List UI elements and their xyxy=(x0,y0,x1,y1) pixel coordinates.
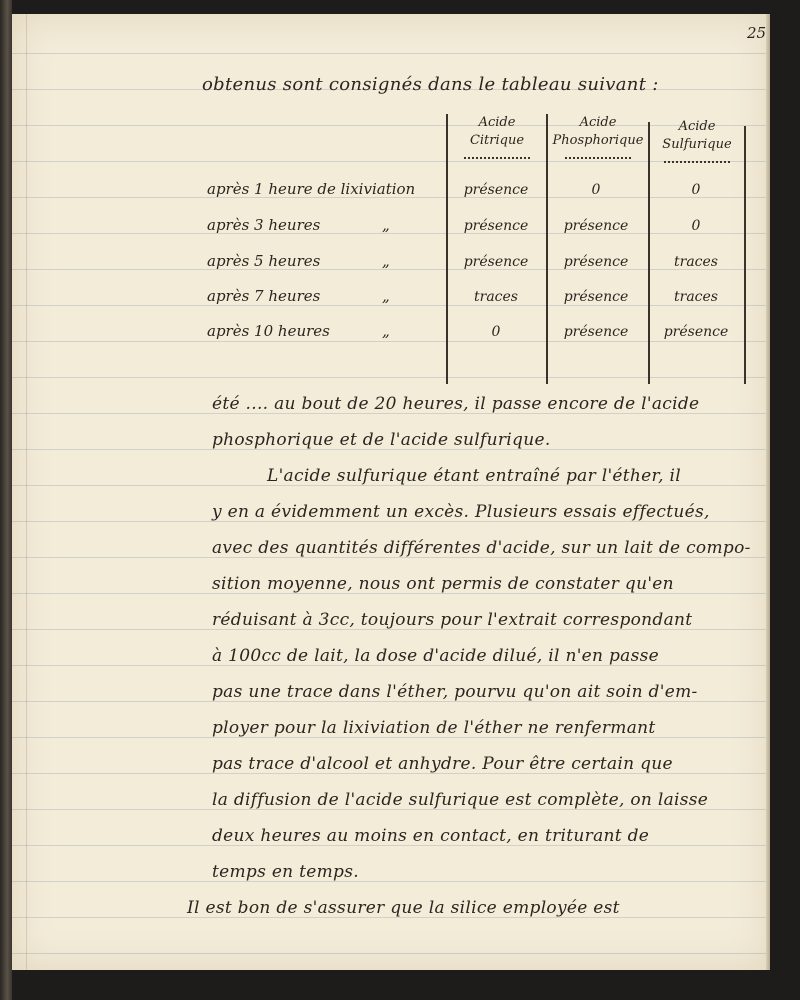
cell-citrique: présence xyxy=(463,218,529,234)
table-rule-1 xyxy=(446,114,448,384)
page-number: 25 xyxy=(747,24,767,42)
body-line: été .... au bout de 20 heures, il passe encore de l'acide xyxy=(212,394,700,414)
cell-citrique: traces xyxy=(474,289,518,305)
cell-sulfurique: présence xyxy=(663,324,729,340)
body-line: phosphorique et de l'acide sulfurique. xyxy=(212,430,551,450)
body-line: deux heures au moins en contact, en triturant de xyxy=(212,826,650,846)
notebook-spine xyxy=(0,0,12,1000)
body-line: réduisant à 3cc, toujours pour l'extrait correspondant xyxy=(212,610,693,630)
body-line: y en a évidemment un excès. Plusieurs essais effectués, xyxy=(212,502,710,522)
notebook-page xyxy=(12,14,770,970)
row-label: après 10 heures xyxy=(207,322,330,340)
cell-sulfurique: traces xyxy=(674,289,718,305)
ditto-mark: „ xyxy=(382,216,390,234)
cell-phosphorique: présence xyxy=(563,289,629,305)
row-label: après 7 heures xyxy=(207,287,321,305)
body-line: la diffusion de l'acide sulfurique est complète, on laisse xyxy=(212,790,709,810)
cell-citrique: présence xyxy=(463,182,529,198)
body-line: ployer pour la lixiviation de l'éther ne renfermant xyxy=(212,718,656,738)
page-edge xyxy=(766,14,770,970)
header-phosphorique-line2: Phosphorique xyxy=(552,133,644,148)
body-line: avec des quantités différentes d'acide, sur un lait de compo- xyxy=(212,538,751,558)
header-citrique xyxy=(452,114,542,159)
header-citrique-line1: Acide xyxy=(478,115,516,130)
page-margin-line xyxy=(26,14,27,970)
body-line: à 100cc de lait, la dose d'acide dilué, il n'en passe xyxy=(212,646,660,666)
intro-line: obtenus sont consignés dans le tableau suivant : xyxy=(202,74,659,95)
header-citrique-line2: Citrique xyxy=(469,133,525,148)
ditto-mark: „ xyxy=(382,322,390,340)
body-line: Il est bon de s'assurer que la silice employée est xyxy=(187,898,620,918)
body-line: pas une trace dans l'éther, pourvu qu'on ait soin d'em- xyxy=(212,682,698,702)
cell-phosphorique: 0 xyxy=(591,182,601,198)
header-sulfurique xyxy=(650,118,744,163)
header-phosphorique xyxy=(548,114,648,159)
header-sulfurique-line1: Acide xyxy=(678,119,716,134)
ditto-mark: „ xyxy=(382,252,390,270)
row-label: après 5 heures xyxy=(207,252,321,270)
header-sulfurique-line2: Sulfurique xyxy=(662,137,732,152)
row-label: après 1 heure de lixiviation xyxy=(207,180,416,198)
cell-sulfurique: traces xyxy=(674,254,718,270)
cell-phosphorique: présence xyxy=(563,254,629,270)
header-underline xyxy=(565,152,631,159)
cell-citrique: 0 xyxy=(491,324,501,340)
cell-sulfurique: 0 xyxy=(691,182,701,198)
cell-phosphorique: présence xyxy=(563,324,629,340)
cell-sulfurique: 0 xyxy=(691,218,701,234)
body-line: L'acide sulfurique étant entraîné par l'éther, il xyxy=(267,466,681,486)
header-underline xyxy=(464,152,530,159)
body-line: temps en temps. xyxy=(212,862,359,882)
body-line: sition moyenne, nous ont permis de constater qu'en xyxy=(212,574,674,594)
body-line: pas trace d'alcool et anhydre. Pour être certain que xyxy=(212,754,673,774)
header-phosphorique-line1: Acide xyxy=(579,115,617,130)
cell-citrique: présence xyxy=(463,254,529,270)
row-label: après 3 heures xyxy=(207,216,321,234)
ditto-mark: „ xyxy=(382,287,390,305)
cell-phosphorique: présence xyxy=(563,218,629,234)
header-underline xyxy=(664,156,730,163)
